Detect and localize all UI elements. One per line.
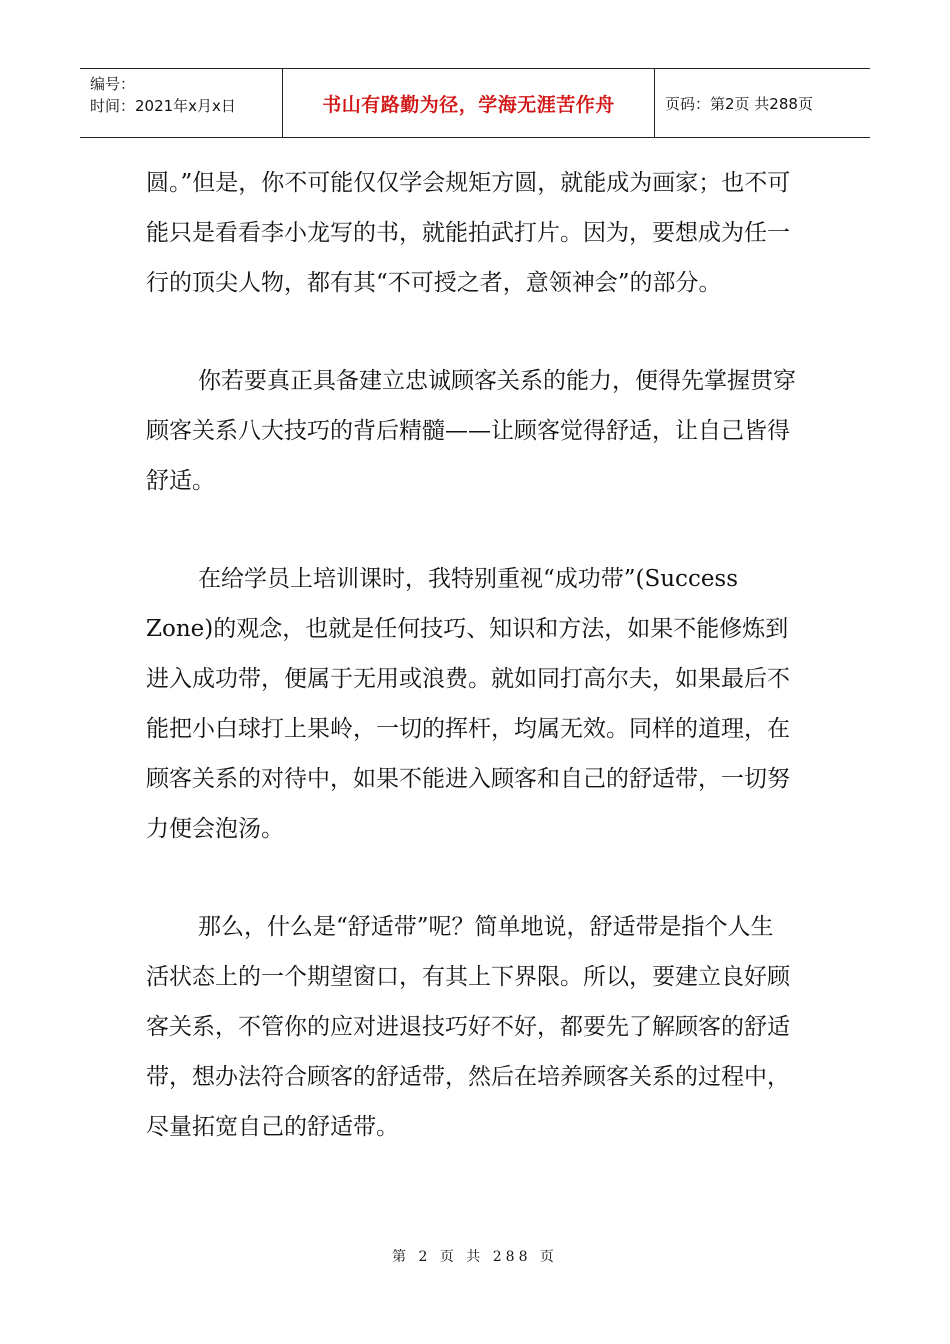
header-meta (80, 69, 283, 137)
paragraph-3: 在给学员上培训课时，我特别重视“成功带”(Success Zone)的观念，也就是任何技巧、知识和方法，如果不能修炼到进入成功带，便属于无用或浪费。就如同打高尔夫，如果最后不能把小白球打上果岭，一切的挥杆，均属无效。同样的道理，在顾客关系的对待中，如果不能进入顾客和自己的舒适带，一切努力便会泡汤。 (146, 566, 790, 842)
page-footer: 第 2 页 共 288 页 (392, 1249, 558, 1265)
header-time-label: 时间：2021年x月x日 (90, 97, 236, 115)
header-page-info: 页码：第2页 共288页 (665, 94, 813, 113)
paragraph-4: 那么，什么是“舒适带”呢？简单地说，舒适带是指个人生活状态上的一个期望窗口，有其上下界限。所以，要建立良好顾客关系，不管你的应对进退技巧好不好，都要先了解顾客的舒适带，想办法符合顾客的舒适带，然后在培养顾客关系的过程中，尽量拓宽自己的舒适带。 (146, 914, 790, 1140)
header-number-label: 编号： (90, 75, 136, 93)
document-body (146, 158, 796, 1200)
header-motto: 书山有路勤为径，学海无涯苦作舟 (283, 69, 655, 137)
paragraph-1: 圆。”但是，你不可能仅仅学会规矩方圆，就能成为画家；也不可能只是看看李小龙写的书，就能拍武打片。因为，要想成为任一行的顶尖人物，都有其“不可授之者，意领神会”的部分。 (146, 170, 791, 296)
page-header (80, 68, 870, 138)
paragraph-2: 你若要真正具备建立忠诚顾客关系的能力，便得先掌握贯穿顾客关系八大技巧的背后精髓——让顾客觉得舒适，让自己皆得舒适。 (146, 368, 796, 494)
